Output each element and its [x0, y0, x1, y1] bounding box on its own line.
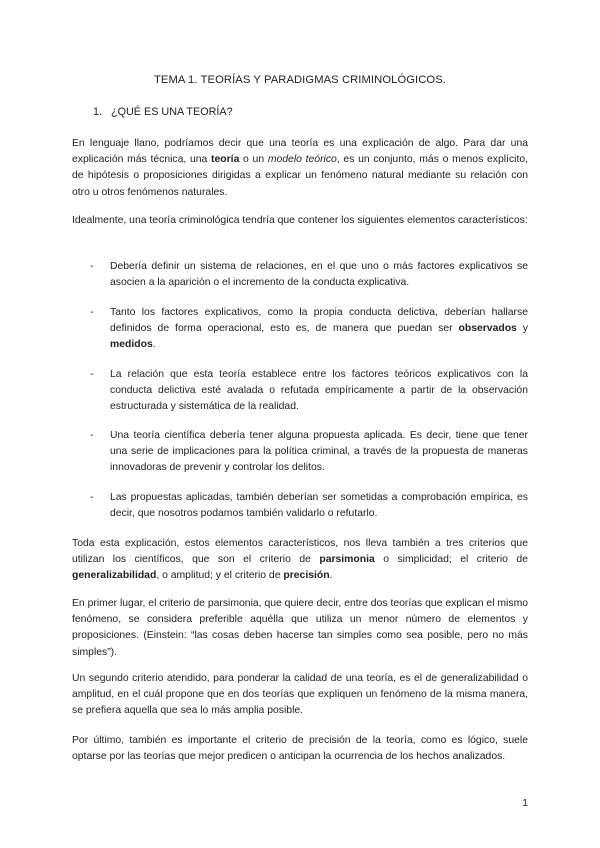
- bullet-text: Una teoría científica debería tener alguna propuesta aplicada. Es decir, tiene que tener una serie de implicaciones para la política criminal, a través de la propuesta de maneras innovadoras de prevenir y controlar los delitos.: [110, 430, 528, 474]
- intro-text-3: , es un conjunto, más o menos explícito, de hipótesis o proposiciones dirigidas a explicar un fenómeno natural mediante su relación con otro u otros fenómenos naturales.: [72, 154, 528, 198]
- bullet-dash: -: [90, 430, 94, 441]
- bullet-2-text-2: y: [516, 323, 528, 335]
- precision-paragraph: Por último, también es importante el criterio de precisión de la teoría, como es lógico, suele optarse por las teorías que mejor predicen o anticipan la ocurrencia de los hechos analizados.: [72, 735, 528, 763]
- bullet-2-text-3: .: [152, 339, 156, 351]
- section-heading-text: ¿QUÉ ES UNA TEORÍA?: [111, 106, 233, 118]
- section-heading: [93, 106, 233, 118]
- intro-text-2: o un: [239, 154, 268, 166]
- section-number: 1.: [93, 106, 103, 118]
- parsimonia-paragraph: En primer lugar, el criterio de parsimonia, que quiere decir, entre dos teorías que explican el mismo fenómeno, se considera preferible aquélla que utiliza un menor número de elementos y proposiciones. (Einstein: “las cosas deben hacerse tan simples como sea posible, pero no más simples”).: [72, 598, 528, 658]
- criteria-bold-precision: precisión: [283, 570, 330, 582]
- criteria-text-3: , o amplitud; y el criterio de: [156, 570, 284, 582]
- generalizabilidad-paragraph: Un segundo criterio atendido, para ponderar la calidad de una teoría, es el de generalizabilidad o amplitud, en el cuál propone que en dos teorías que expliquen un fenómeno de la misma manera, se prefiera aquella que sea lo más amplia posible.: [72, 673, 528, 717]
- bullet-text: La relación que esta teoría establece entre los factores teóricos explicativos con la conducta delictiva esté avalada o refutada empíricamente a partir de la observación estructurada y sistemática de la realidad.: [110, 369, 528, 413]
- bullet-2-bold-observados: observados: [458, 323, 517, 335]
- bullet-dash: -: [90, 369, 94, 380]
- bullet-2-text-1: Tanto los factores explicativos, como la propia conducta delictiva, deberían hallarse definidos de forma operacional, esto es, de manera que puedan ser: [110, 307, 528, 335]
- criteria-bold-parsimonia: parsimonia: [319, 554, 375, 566]
- intro-italic-modelo: modelo teórico: [267, 154, 337, 166]
- page-number: 1: [522, 798, 528, 809]
- intro-text-1: En lenguaje llano, podríamos decir que una teoría es una explicación de algo. Para dar una explicación más técnica, una: [72, 138, 528, 166]
- criteria-text-4: .: [329, 570, 333, 582]
- bullet-dash: -: [90, 492, 94, 503]
- bullet-2-bold-medidos: medidos: [110, 339, 153, 351]
- bullet-dash: -: [90, 307, 94, 318]
- intro-paragraph: [72, 136, 528, 201]
- bullet-text: Debería definir un sistema de relaciones, en el que uno o más factores explicativos se asocien a la aparición o el incremento de la conducta explicativa.: [110, 261, 528, 289]
- bullet-dash: -: [90, 261, 94, 272]
- page-title: TEMA 1. TEORÍAS Y PARADIGMAS CRIMINOLÓGICOS.: [153, 74, 447, 86]
- criteria-text-1: Toda esta explicación, estos elementos característicos, nos lleva también a tres criterios que utilizan los científicos, que son el criterio de: [72, 538, 528, 566]
- bullet-text: [110, 305, 528, 354]
- criteria-paragraph: [72, 536, 528, 585]
- criteria-bold-generalizabilidad: generalizabilidad: [72, 570, 157, 582]
- bullet-text: Las propuestas aplicadas, también deberían ser sometidas a comprobación empírica, es decir, que nosotros podamos también validarlo o refutarlo.: [110, 492, 528, 520]
- intro-bold-teoria: teoría: [211, 154, 240, 166]
- criteria-text-2: o simplicidad; el criterio de: [374, 554, 528, 566]
- ideal-paragraph: Idealmente, una teoría criminológica tendría que contener los siguientes elementos característicos:: [72, 215, 528, 226]
